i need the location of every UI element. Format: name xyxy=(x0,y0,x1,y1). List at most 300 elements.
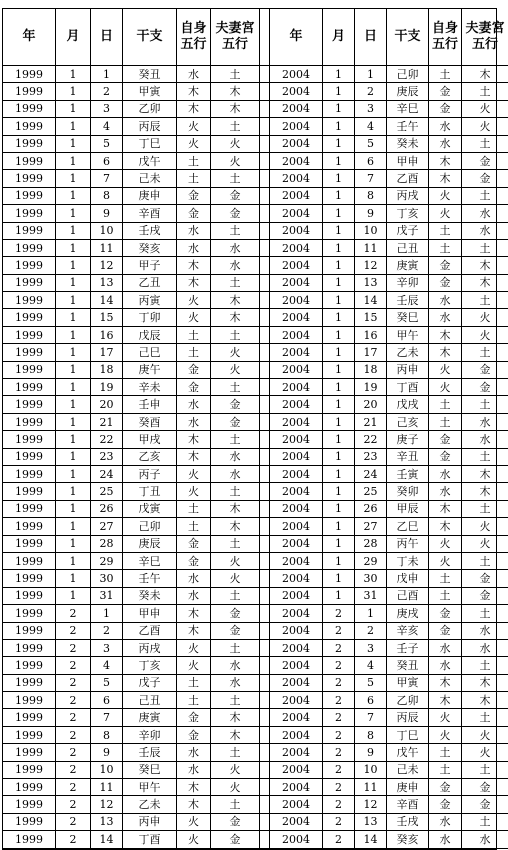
right-header-spouse-element: 夫妻宮 五行 xyxy=(462,9,508,66)
left-cell-spouse-element: 火 xyxy=(211,153,260,170)
left-cell-spouse-element: 火 xyxy=(211,344,260,361)
left-cell-month: 1 xyxy=(56,414,91,431)
right-cell-ganzhi: 癸未 xyxy=(387,136,429,153)
left-cell-self-element: 金 xyxy=(177,553,211,570)
right-cell-day: 21 xyxy=(355,414,387,431)
right-cell-self-element: 火 xyxy=(429,362,462,379)
right-cell-ganzhi: 癸巳 xyxy=(387,309,429,326)
column-separator xyxy=(260,223,270,240)
right-cell-year: 2004 xyxy=(270,188,323,205)
right-cell-spouse-element: 土 xyxy=(462,605,508,622)
left-cell-spouse-element: 金 xyxy=(211,205,260,222)
right-cell-year: 2004 xyxy=(270,675,323,692)
left-cell-self-element: 火 xyxy=(177,640,211,657)
right-cell-self-element: 水 xyxy=(429,292,462,309)
left-cell-day: 15 xyxy=(91,309,123,326)
left-cell-month: 2 xyxy=(56,675,91,692)
left-cell-spouse-element: 金 xyxy=(211,605,260,622)
left-cell-year: 1999 xyxy=(3,536,56,553)
right-cell-year: 2004 xyxy=(270,605,323,622)
left-cell-ganzhi: 甲午 xyxy=(123,779,177,796)
left-cell-self-element: 水 xyxy=(177,66,211,83)
left-cell-self-element: 木 xyxy=(177,779,211,796)
right-cell-day: 24 xyxy=(355,466,387,483)
left-cell-spouse-element: 火 xyxy=(211,136,260,153)
right-cell-day: 12 xyxy=(355,257,387,274)
left-cell-year: 1999 xyxy=(3,466,56,483)
right-cell-month: 1 xyxy=(323,101,355,118)
left-cell-year: 1999 xyxy=(3,553,56,570)
left-cell-year: 1999 xyxy=(3,640,56,657)
right-cell-year: 2004 xyxy=(270,831,323,848)
left-cell-spouse-element: 土 xyxy=(211,327,260,344)
left-cell-self-element: 土 xyxy=(177,692,211,709)
left-cell-self-element: 金 xyxy=(177,727,211,744)
left-cell-spouse-element: 火 xyxy=(211,570,260,587)
left-cell-month: 2 xyxy=(56,779,91,796)
left-cell-self-element: 土 xyxy=(177,518,211,535)
column-separator xyxy=(260,692,270,709)
right-cell-year: 2004 xyxy=(270,379,323,396)
left-cell-year: 1999 xyxy=(3,814,56,831)
left-cell-month: 2 xyxy=(56,796,91,813)
right-cell-month: 1 xyxy=(323,588,355,605)
right-cell-year: 2004 xyxy=(270,692,323,709)
left-cell-ganzhi: 乙未 xyxy=(123,796,177,813)
left-cell-day: 4 xyxy=(91,118,123,135)
left-cell-spouse-element: 木 xyxy=(211,727,260,744)
column-separator xyxy=(260,396,270,413)
right-cell-spouse-element: 火 xyxy=(462,118,508,135)
left-cell-day: 2 xyxy=(91,623,123,640)
right-cell-day: 10 xyxy=(355,762,387,779)
right-cell-ganzhi: 庚寅 xyxy=(387,257,429,274)
right-cell-month: 1 xyxy=(323,240,355,257)
left-cell-self-element: 木 xyxy=(177,449,211,466)
left-cell-self-element: 火 xyxy=(177,118,211,135)
right-cell-month: 1 xyxy=(323,466,355,483)
right-cell-ganzhi: 丙午 xyxy=(387,536,429,553)
left-cell-month: 1 xyxy=(56,292,91,309)
right-cell-year: 2004 xyxy=(270,570,323,587)
left-cell-day: 8 xyxy=(91,188,123,205)
left-cell-month: 1 xyxy=(56,466,91,483)
right-cell-day: 10 xyxy=(355,223,387,240)
right-cell-ganzhi: 癸卯 xyxy=(387,483,429,500)
right-cell-spouse-element: 土 xyxy=(462,449,508,466)
right-cell-ganzhi: 乙酉 xyxy=(387,170,429,187)
right-cell-year: 2004 xyxy=(270,83,323,100)
left-cell-month: 1 xyxy=(56,257,91,274)
left-cell-self-element: 金 xyxy=(177,709,211,726)
column-separator xyxy=(260,483,270,500)
column-separator xyxy=(260,605,270,622)
left-cell-day: 19 xyxy=(91,379,123,396)
right-cell-self-element: 金 xyxy=(429,257,462,274)
right-cell-day: 4 xyxy=(355,118,387,135)
right-cell-day: 5 xyxy=(355,675,387,692)
right-cell-day: 29 xyxy=(355,553,387,570)
right-cell-spouse-element: 木 xyxy=(462,275,508,292)
right-cell-month: 1 xyxy=(323,344,355,361)
right-cell-self-element: 火 xyxy=(429,553,462,570)
left-cell-ganzhi: 癸丑 xyxy=(123,66,177,83)
right-cell-self-element: 土 xyxy=(429,414,462,431)
left-cell-ganzhi: 癸巳 xyxy=(123,762,177,779)
left-cell-self-element: 木 xyxy=(177,101,211,118)
left-header-spouse-element: 夫妻宮 五行 xyxy=(211,9,260,66)
left-cell-month: 1 xyxy=(56,153,91,170)
left-cell-day: 21 xyxy=(91,414,123,431)
left-cell-year: 1999 xyxy=(3,379,56,396)
left-cell-month: 1 xyxy=(56,501,91,518)
right-cell-self-element: 水 xyxy=(429,466,462,483)
right-cell-day: 6 xyxy=(355,153,387,170)
left-cell-year: 1999 xyxy=(3,153,56,170)
column-separator xyxy=(260,709,270,726)
right-cell-day: 8 xyxy=(355,188,387,205)
right-cell-self-element: 木 xyxy=(429,170,462,187)
right-cell-month: 1 xyxy=(323,362,355,379)
left-cell-ganzhi: 戊辰 xyxy=(123,327,177,344)
right-cell-year: 2004 xyxy=(270,414,323,431)
right-cell-year: 2004 xyxy=(270,796,323,813)
left-cell-spouse-element: 水 xyxy=(211,675,260,692)
right-cell-ganzhi: 己亥 xyxy=(387,414,429,431)
left-cell-month: 2 xyxy=(56,640,91,657)
right-cell-spouse-element: 木 xyxy=(462,675,508,692)
left-cell-spouse-element: 土 xyxy=(211,66,260,83)
column-separator xyxy=(260,240,270,257)
left-cell-ganzhi: 丙寅 xyxy=(123,292,177,309)
left-cell-day: 12 xyxy=(91,796,123,813)
right-cell-year: 2004 xyxy=(270,536,323,553)
left-cell-year: 1999 xyxy=(3,136,56,153)
right-cell-spouse-element: 水 xyxy=(462,431,508,448)
left-cell-day: 5 xyxy=(91,675,123,692)
left-cell-self-element: 火 xyxy=(177,136,211,153)
left-cell-month: 1 xyxy=(56,379,91,396)
left-cell-month: 1 xyxy=(56,518,91,535)
right-cell-self-element: 火 xyxy=(429,709,462,726)
column-separator xyxy=(260,9,270,66)
right-cell-self-element: 金 xyxy=(429,101,462,118)
column-separator xyxy=(260,414,270,431)
left-cell-year: 1999 xyxy=(3,101,56,118)
right-cell-month: 2 xyxy=(323,779,355,796)
column-separator xyxy=(260,188,270,205)
left-cell-day: 28 xyxy=(91,536,123,553)
right-cell-ganzhi: 辛丑 xyxy=(387,449,429,466)
right-cell-month: 1 xyxy=(323,136,355,153)
column-separator xyxy=(260,553,270,570)
right-cell-self-element: 火 xyxy=(429,188,462,205)
left-cell-day: 3 xyxy=(91,640,123,657)
left-cell-spouse-element: 水 xyxy=(211,466,260,483)
right-cell-month: 2 xyxy=(323,605,355,622)
right-cell-day: 30 xyxy=(355,570,387,587)
left-cell-self-element: 木 xyxy=(177,257,211,274)
left-cell-day: 14 xyxy=(91,831,123,848)
right-cell-self-element: 水 xyxy=(429,831,462,848)
left-cell-ganzhi: 丙申 xyxy=(123,814,177,831)
right-cell-month: 1 xyxy=(323,553,355,570)
left-cell-year: 1999 xyxy=(3,779,56,796)
column-separator xyxy=(260,136,270,153)
right-cell-month: 2 xyxy=(323,762,355,779)
right-cell-ganzhi: 辛巳 xyxy=(387,101,429,118)
left-cell-year: 1999 xyxy=(3,501,56,518)
right-cell-self-element: 土 xyxy=(429,66,462,83)
right-cell-month: 1 xyxy=(323,275,355,292)
left-cell-month: 1 xyxy=(56,483,91,500)
right-cell-spouse-element: 土 xyxy=(462,501,508,518)
right-cell-day: 28 xyxy=(355,536,387,553)
left-cell-year: 1999 xyxy=(3,362,56,379)
right-cell-year: 2004 xyxy=(270,344,323,361)
column-separator xyxy=(260,118,270,135)
left-cell-ganzhi: 丁酉 xyxy=(123,831,177,848)
left-cell-spouse-element: 火 xyxy=(211,779,260,796)
right-cell-self-element: 水 xyxy=(429,657,462,674)
left-cell-self-element: 水 xyxy=(177,223,211,240)
right-cell-month: 2 xyxy=(323,709,355,726)
left-cell-day: 30 xyxy=(91,570,123,587)
right-cell-spouse-element: 木 xyxy=(462,257,508,274)
right-cell-year: 2004 xyxy=(270,257,323,274)
right-cell-spouse-element: 水 xyxy=(462,223,508,240)
right-cell-month: 1 xyxy=(323,309,355,326)
right-cell-spouse-element: 金 xyxy=(462,779,508,796)
left-cell-day: 13 xyxy=(91,814,123,831)
right-cell-year: 2004 xyxy=(270,240,323,257)
left-cell-self-element: 水 xyxy=(177,240,211,257)
right-cell-spouse-element: 火 xyxy=(462,309,508,326)
left-cell-ganzhi: 己巳 xyxy=(123,344,177,361)
right-cell-month: 1 xyxy=(323,379,355,396)
right-cell-day: 1 xyxy=(355,605,387,622)
left-cell-year: 1999 xyxy=(3,396,56,413)
left-cell-spouse-element: 土 xyxy=(211,536,260,553)
left-cell-spouse-element: 水 xyxy=(211,449,260,466)
column-separator xyxy=(260,309,270,326)
column-separator xyxy=(260,501,270,518)
right-cell-month: 2 xyxy=(323,657,355,674)
right-cell-spouse-element: 木 xyxy=(462,692,508,709)
left-cell-ganzhi: 己未 xyxy=(123,170,177,187)
right-cell-ganzhi: 己卯 xyxy=(387,66,429,83)
right-cell-self-element: 土 xyxy=(429,396,462,413)
left-cell-self-element: 火 xyxy=(177,466,211,483)
left-cell-day: 6 xyxy=(91,692,123,709)
left-cell-ganzhi: 庚午 xyxy=(123,362,177,379)
right-cell-year: 2004 xyxy=(270,518,323,535)
left-cell-spouse-element: 木 xyxy=(211,83,260,100)
left-cell-day: 1 xyxy=(91,66,123,83)
right-cell-ganzhi: 甲辰 xyxy=(387,501,429,518)
right-cell-day: 7 xyxy=(355,170,387,187)
right-cell-day: 11 xyxy=(355,779,387,796)
right-cell-spouse-element: 水 xyxy=(462,205,508,222)
right-cell-year: 2004 xyxy=(270,449,323,466)
left-cell-day: 1 xyxy=(91,605,123,622)
left-cell-month: 1 xyxy=(56,362,91,379)
right-cell-day: 26 xyxy=(355,501,387,518)
right-cell-month: 2 xyxy=(323,744,355,761)
right-cell-self-element: 木 xyxy=(429,501,462,518)
column-separator xyxy=(260,170,270,187)
left-cell-ganzhi: 甲寅 xyxy=(123,83,177,100)
right-cell-month: 1 xyxy=(323,327,355,344)
left-cell-ganzhi: 甲申 xyxy=(123,605,177,622)
left-cell-self-element: 木 xyxy=(177,431,211,448)
right-cell-day: 20 xyxy=(355,396,387,413)
right-cell-self-element: 木 xyxy=(429,153,462,170)
right-cell-day: 22 xyxy=(355,431,387,448)
right-cell-year: 2004 xyxy=(270,483,323,500)
left-cell-self-element: 火 xyxy=(177,831,211,848)
left-cell-month: 1 xyxy=(56,170,91,187)
left-cell-day: 11 xyxy=(91,240,123,257)
left-cell-self-element: 木 xyxy=(177,83,211,100)
left-cell-day: 2 xyxy=(91,83,123,100)
left-cell-day: 5 xyxy=(91,136,123,153)
right-cell-spouse-element: 火 xyxy=(462,101,508,118)
column-separator xyxy=(260,66,270,83)
left-cell-month: 1 xyxy=(56,553,91,570)
left-cell-day: 12 xyxy=(91,257,123,274)
right-cell-year: 2004 xyxy=(270,814,323,831)
right-cell-ganzhi: 癸亥 xyxy=(387,831,429,848)
left-cell-ganzhi: 丙子 xyxy=(123,466,177,483)
right-cell-month: 2 xyxy=(323,623,355,640)
right-cell-self-element: 水 xyxy=(429,640,462,657)
right-cell-ganzhi: 壬午 xyxy=(387,118,429,135)
left-cell-ganzhi: 己卯 xyxy=(123,518,177,535)
right-cell-year: 2004 xyxy=(270,223,323,240)
left-cell-month: 1 xyxy=(56,344,91,361)
column-separator xyxy=(260,344,270,361)
column-separator xyxy=(260,536,270,553)
right-cell-ganzhi: 丙戌 xyxy=(387,188,429,205)
left-cell-self-element: 木 xyxy=(177,623,211,640)
left-cell-spouse-element: 土 xyxy=(211,483,260,500)
column-separator xyxy=(260,588,270,605)
left-cell-ganzhi: 戊寅 xyxy=(123,501,177,518)
right-cell-year: 2004 xyxy=(270,588,323,605)
left-cell-year: 1999 xyxy=(3,570,56,587)
right-cell-self-element: 火 xyxy=(429,379,462,396)
left-cell-spouse-element: 火 xyxy=(211,553,260,570)
left-cell-day: 4 xyxy=(91,657,123,674)
right-cell-ganzhi: 乙卯 xyxy=(387,692,429,709)
left-cell-day: 10 xyxy=(91,762,123,779)
right-cell-spouse-element: 土 xyxy=(462,762,508,779)
column-separator xyxy=(260,101,270,118)
left-cell-day: 3 xyxy=(91,101,123,118)
right-cell-self-element: 土 xyxy=(429,570,462,587)
column-separator xyxy=(260,657,270,674)
right-cell-spouse-element: 土 xyxy=(462,292,508,309)
left-cell-ganzhi: 丁亥 xyxy=(123,657,177,674)
column-separator xyxy=(260,83,270,100)
right-cell-self-element: 土 xyxy=(429,744,462,761)
column-separator xyxy=(260,796,270,813)
left-cell-self-element: 水 xyxy=(177,744,211,761)
column-separator xyxy=(260,779,270,796)
left-cell-year: 1999 xyxy=(3,431,56,448)
right-cell-ganzhi: 己未 xyxy=(387,762,429,779)
column-separator xyxy=(260,518,270,535)
left-cell-self-element: 火 xyxy=(177,657,211,674)
right-cell-day: 15 xyxy=(355,309,387,326)
left-cell-self-element: 水 xyxy=(177,570,211,587)
left-cell-month: 1 xyxy=(56,309,91,326)
left-cell-day: 8 xyxy=(91,727,123,744)
column-separator xyxy=(260,292,270,309)
right-cell-self-element: 木 xyxy=(429,518,462,535)
left-cell-spouse-element: 土 xyxy=(211,275,260,292)
left-cell-spouse-element: 土 xyxy=(211,223,260,240)
right-cell-year: 2004 xyxy=(270,327,323,344)
right-cell-month: 1 xyxy=(323,257,355,274)
column-separator xyxy=(260,153,270,170)
right-cell-month: 2 xyxy=(323,727,355,744)
left-cell-spouse-element: 土 xyxy=(211,796,260,813)
right-cell-month: 1 xyxy=(323,414,355,431)
left-cell-year: 1999 xyxy=(3,623,56,640)
right-cell-month: 1 xyxy=(323,431,355,448)
left-cell-year: 1999 xyxy=(3,657,56,674)
left-cell-spouse-element: 金 xyxy=(211,814,260,831)
column-separator xyxy=(260,831,270,848)
left-cell-month: 1 xyxy=(56,136,91,153)
left-cell-day: 27 xyxy=(91,518,123,535)
left-cell-self-element: 金 xyxy=(177,379,211,396)
right-cell-day: 25 xyxy=(355,483,387,500)
left-cell-year: 1999 xyxy=(3,709,56,726)
left-cell-month: 2 xyxy=(56,814,91,831)
right-cell-month: 1 xyxy=(323,153,355,170)
right-header-month: 月 xyxy=(323,9,355,66)
right-cell-ganzhi: 丙申 xyxy=(387,362,429,379)
right-cell-day: 2 xyxy=(355,623,387,640)
right-cell-month: 1 xyxy=(323,483,355,500)
column-separator xyxy=(260,466,270,483)
right-cell-day: 9 xyxy=(355,205,387,222)
right-cell-year: 2004 xyxy=(270,153,323,170)
left-cell-self-element: 火 xyxy=(177,309,211,326)
left-cell-year: 1999 xyxy=(3,483,56,500)
right-cell-spouse-element: 金 xyxy=(462,588,508,605)
left-cell-self-element: 火 xyxy=(177,814,211,831)
left-cell-spouse-element: 土 xyxy=(211,431,260,448)
left-cell-year: 1999 xyxy=(3,744,56,761)
left-cell-day: 16 xyxy=(91,327,123,344)
right-cell-day: 18 xyxy=(355,362,387,379)
right-cell-month: 1 xyxy=(323,170,355,187)
right-cell-ganzhi: 辛卯 xyxy=(387,275,429,292)
right-cell-self-element: 水 xyxy=(429,136,462,153)
left-cell-day: 9 xyxy=(91,744,123,761)
right-cell-year: 2004 xyxy=(270,101,323,118)
right-cell-month: 1 xyxy=(323,83,355,100)
right-cell-year: 2004 xyxy=(270,396,323,413)
right-cell-month: 2 xyxy=(323,675,355,692)
left-cell-day: 9 xyxy=(91,205,123,222)
left-cell-month: 1 xyxy=(56,396,91,413)
right-cell-ganzhi: 壬戌 xyxy=(387,814,429,831)
